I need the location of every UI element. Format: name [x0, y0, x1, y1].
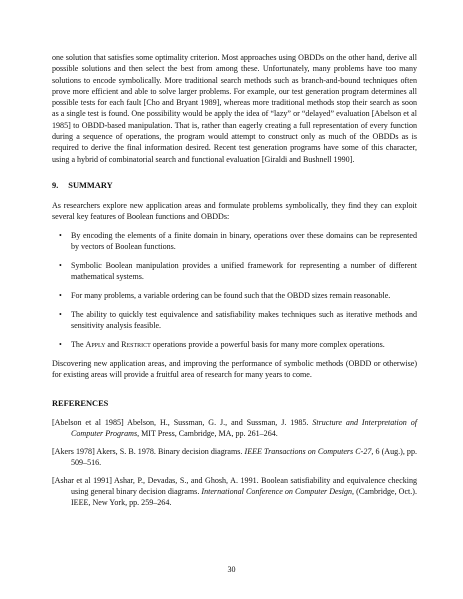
bullet-icon: •: [59, 230, 62, 240]
summary-paragraph: As researchers explore new application areas and formulate problems symbolically, they find they can exploit several key features of Boolean functions and OBDDs:: [52, 200, 417, 222]
bullet-icon: •: [59, 340, 62, 350]
list-item-text: For many problems, a variable ordering can be found such that the OBDD sizes remain reasonable.: [71, 290, 391, 300]
list-item: [52, 230, 417, 253]
reference-details: , MIT Press, Cambridge, MA, pp. 261–264.: [137, 428, 278, 438]
intro-paragraph: one solution that satisfies some optimality criterion. Most approaches using OBDDs on the other hand, derive all possible solutions and then select the best from among these. Unfortunately, many problems have too many solutions to encode symbolically. More traditional search methods such as branch-and-bound techniques often prove more efficient and able to solve larger problems. For example, our test generation program determines all possible tests for each fault [Cho and Bryant 1989], whereas more traditional methods stop their search as soon as a single test is found. One possibility would be apply the idea of “lazy” or “delayed” evaluation [Abelson et al 1985] to OBDD-based manipulation. That is, rather than eagerly creating a full representation of every function during a sequence of operations, the program would attempt to construct only as much of the OBDDs as is required to derive the final information desired. Recent test generation programs have some of this character, using a hybrid of combinatorial search and functional evaluation [Giraldi and Bushnell 1990].: [52, 53, 417, 164]
page-number: 30: [227, 565, 236, 574]
reference-authors: Abelson, H., Sussman, G. J., and Sussman, J. 1985.: [123, 417, 313, 427]
apply-operation: Apply: [85, 340, 106, 350]
reference-key: [Akers 1978]: [52, 446, 95, 456]
page-content: [52, 52, 417, 515]
section-title: SUMMARY: [68, 180, 113, 190]
list-item: [52, 309, 417, 332]
section-heading: [52, 180, 417, 191]
closing-paragraph: Discovering new application areas, and improving the performance of symbolic methods (OBDD or otherwise) for existing areas will provide a fruitful area of research for many years to come.: [52, 358, 417, 380]
reference-details: , (Cambridge, Oct.). IEEE, New York, pp. 259–264.: [71, 487, 417, 508]
list-item: [52, 260, 417, 283]
list-item-post: operations provide a powerful basis for many more complex operations.: [150, 340, 385, 350]
bullet-icon: •: [59, 290, 62, 300]
reference-details: , 6 (Aug.), pp. 509–516.: [71, 446, 417, 467]
list-item: [52, 339, 417, 350]
reference-key: [Ashar et al 1991]: [52, 475, 112, 485]
bullet-icon: •: [59, 309, 62, 319]
reference-entry: [52, 446, 417, 469]
list-item-text: Symbolic Boolean manipulation provides a unified framework for representing a number of different mathematical systems.: [71, 260, 417, 282]
list-item-mid: and: [105, 340, 122, 350]
list-item-pre: The: [71, 340, 86, 350]
reference-title: International Conference on Computer Design: [201, 487, 353, 497]
section-number: 9.: [52, 180, 59, 190]
reference-key: [Abelson et al 1985]: [52, 417, 124, 427]
reference-authors: Akers, S. B. 1978. Binary decision diagrams.: [94, 446, 245, 456]
list-item: [52, 290, 417, 301]
restrict-operation: Restrict: [121, 340, 151, 350]
reference-entry: [52, 475, 417, 509]
list-item-text: By encoding the elements of a finite domain in binary, operations over these domains can be represented by vectors of Boolean functions.: [71, 230, 417, 251]
reference-authors: Ashar, P., Devadas, S., and Ghosh, A. 1991. Boolean satisfiability and equivalence checking using general binary decision diagrams.: [71, 475, 417, 497]
list-item-text: The ability to quickly test equivalence and satisfiability makes techniques such as iterative methods and sensitivity analysis feasible.: [71, 309, 417, 331]
references-heading: REFERENCES: [52, 398, 109, 408]
bullet-icon: •: [59, 260, 62, 270]
reference-entry: [52, 417, 417, 440]
reference-title: Structure and Interpretation of Computer Programs: [71, 417, 417, 438]
reference-title: IEEE Transactions on Computers C-27: [244, 446, 372, 456]
feature-list: [52, 230, 417, 351]
